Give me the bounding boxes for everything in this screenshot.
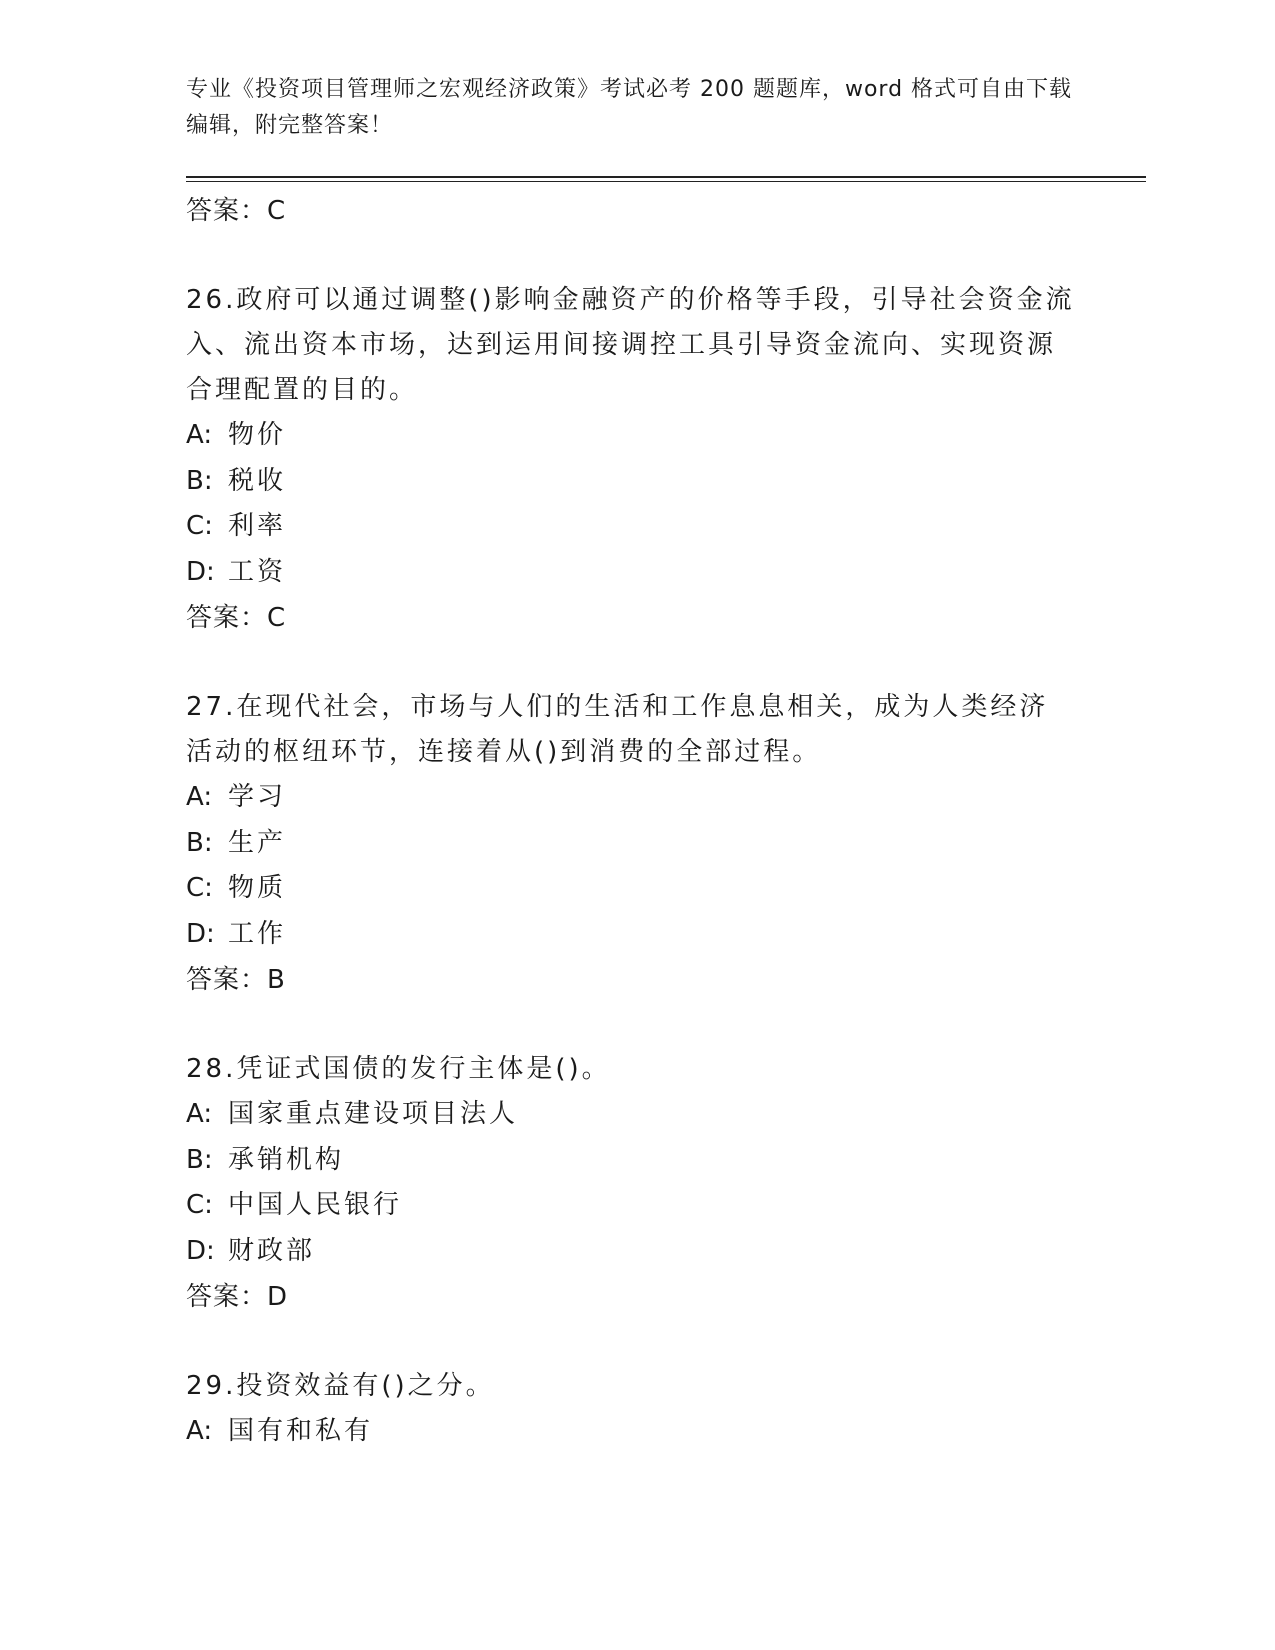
- answer-option: [186, 504, 1076, 550]
- question-stem: 29.投资效益有()之分。: [186, 1371, 495, 1401]
- option-key: C:: [186, 873, 213, 903]
- option-text: 承销机构: [228, 1144, 345, 1175]
- answer-option: [186, 550, 1076, 596]
- answer-option: [186, 821, 1076, 867]
- question-block: [186, 1047, 1076, 1320]
- option-text: 税收: [228, 465, 287, 496]
- option-text: 生产: [228, 827, 287, 858]
- answer-option: [186, 775, 1076, 821]
- question-answer: 答案：B: [186, 965, 286, 995]
- answer-option: [186, 1092, 1076, 1138]
- option-key: A:: [186, 782, 213, 812]
- question-answer: 答案：C: [186, 603, 287, 633]
- option-text: 中国人民银行: [228, 1190, 403, 1220]
- option-key: A:: [186, 1416, 213, 1446]
- answer-option: [186, 459, 1076, 505]
- option-key: C:: [186, 511, 213, 541]
- option-key: D:: [186, 556, 215, 587]
- header-rule-thick: [186, 176, 1146, 178]
- option-text: 利率: [228, 511, 287, 541]
- question-answer: 答案：D: [186, 1282, 289, 1312]
- answer-option: [186, 1183, 1076, 1229]
- answer-option: [186, 866, 1076, 912]
- question-block: [186, 278, 1076, 641]
- document-header: [186, 72, 1086, 144]
- header-rule-thin: [186, 181, 1146, 182]
- previous-answer: 答案：C: [186, 196, 287, 226]
- question-block: [186, 1364, 1076, 1455]
- question-list: [186, 188, 1076, 1455]
- option-key: B:: [186, 465, 213, 496]
- header-text: 专业《投资项目管理师之宏观经济政策》考试必考 200 题题库，word 格式可自由下载编辑，附完整答案！: [186, 77, 1073, 138]
- question-stem: 28.凭证式国债的发行主体是()。: [186, 1054, 611, 1084]
- option-text: 工资: [228, 556, 287, 587]
- option-key: D:: [186, 1235, 215, 1266]
- answer-option: [186, 1409, 1076, 1455]
- option-text: 国有和私有: [228, 1416, 374, 1446]
- option-text: 物质: [228, 873, 287, 903]
- option-key: A:: [186, 1099, 213, 1129]
- option-key: D:: [186, 918, 215, 949]
- question-stem: 27.在现代社会，市场与人们的生活和工作息息相关，成为人类经济活动的枢纽环节，连接着从()到消费的全部过程。: [186, 692, 1049, 767]
- option-key: B:: [186, 1144, 213, 1175]
- option-key: C:: [186, 1190, 213, 1220]
- answer-option: [186, 1138, 1076, 1184]
- option-text: 工作: [228, 918, 287, 949]
- option-text: 物价: [228, 420, 287, 450]
- answer-option: [186, 413, 1076, 459]
- option-text: 学习: [228, 782, 287, 812]
- option-key: A:: [186, 420, 213, 450]
- questions-container: [186, 278, 1076, 1455]
- option-text: 国家重点建设项目法人: [228, 1099, 519, 1129]
- option-text: 财政部: [228, 1235, 316, 1266]
- answer-option: [186, 912, 1076, 958]
- question-stem: 26.政府可以通过调整()影响金融资产的价格等手段，引导社会资金流入、流出资本市场，达到运用间接调控工具引导资金流向、实现资源合理配置的目的。: [186, 285, 1075, 405]
- question-block: [186, 685, 1076, 1003]
- answer-option: [186, 1229, 1076, 1275]
- option-key: B:: [186, 827, 213, 858]
